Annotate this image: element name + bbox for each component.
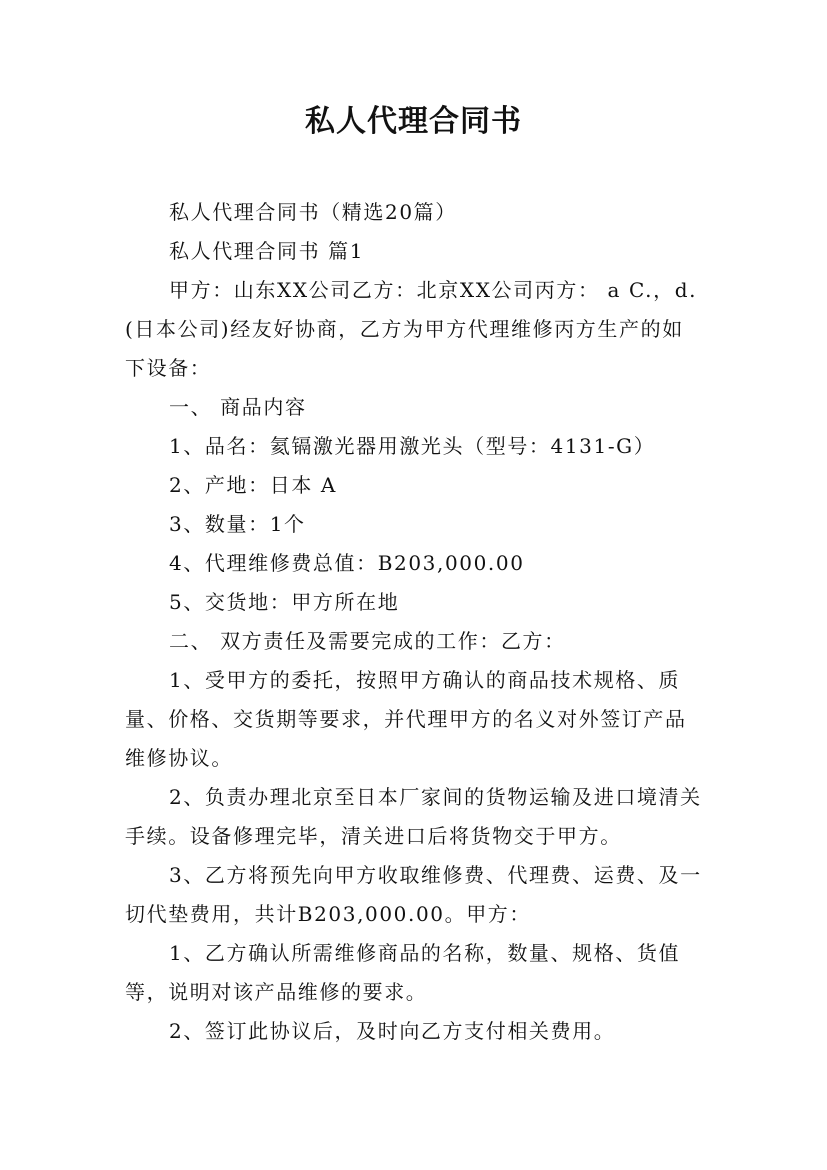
paragraph-party-b-2: 2、负责办理北京至日本厂家间的货物运输及进口境清关手续。设备修理完毕，清关进口后将货物交于甲方。 [125, 785, 702, 848]
paragraph-goods-heading: 一、 商品内容 [169, 395, 307, 419]
paragraph-item-name: 1、品名：氦镉激光器用激光头（型号：4131-G） [169, 434, 656, 458]
document-title: 私人代理合同书 [305, 104, 522, 139]
paragraph-item-origin: 2、产地：日本 A [169, 473, 337, 497]
document-body [125, 193, 703, 1051]
paragraph-party-b-1: 1、受甲方的委托，按照甲方确认的商品技术规格、质量、价格、交货期等要求，并代理甲方的名义对外签订产品维修协议。 [125, 668, 687, 770]
paragraph-item-fee: 4、代理维修费总值：B203,000.00 [169, 551, 525, 575]
paragraph-party-b-3: 3、乙方将预先向甲方收取维修费、代理费、运费、及一切代垫费用，共计B203,000.00。甲方： [125, 863, 702, 926]
paragraph-subtitle: 私人代理合同书（精选20篇） [169, 200, 457, 224]
paragraph-responsibilities-heading: 二、 双方责任及需要完成的工作：乙方： [169, 629, 566, 653]
paragraph-party-a-2: 2、签订此协议后，及时向乙方支付相关费用。 [169, 1019, 616, 1043]
paragraph-parties: 甲方：山东XX公司乙方：北京XX公司丙方： a C.，d. (日本公司)经友好协商，乙方为甲方代理维修丙方生产的如下设备： [125, 278, 698, 380]
paragraph-party-a-1: 1、乙方确认所需维修商品的名称，数量、规格、货值等，说明对该产品维修的要求。 [125, 941, 681, 1004]
paragraph-item-delivery: 5、交货地：甲方所在地 [169, 590, 400, 614]
paragraph-section-heading: 私人代理合同书 篇1 [169, 239, 365, 263]
paragraph-item-quantity: 3、数量：1个 [169, 512, 306, 536]
